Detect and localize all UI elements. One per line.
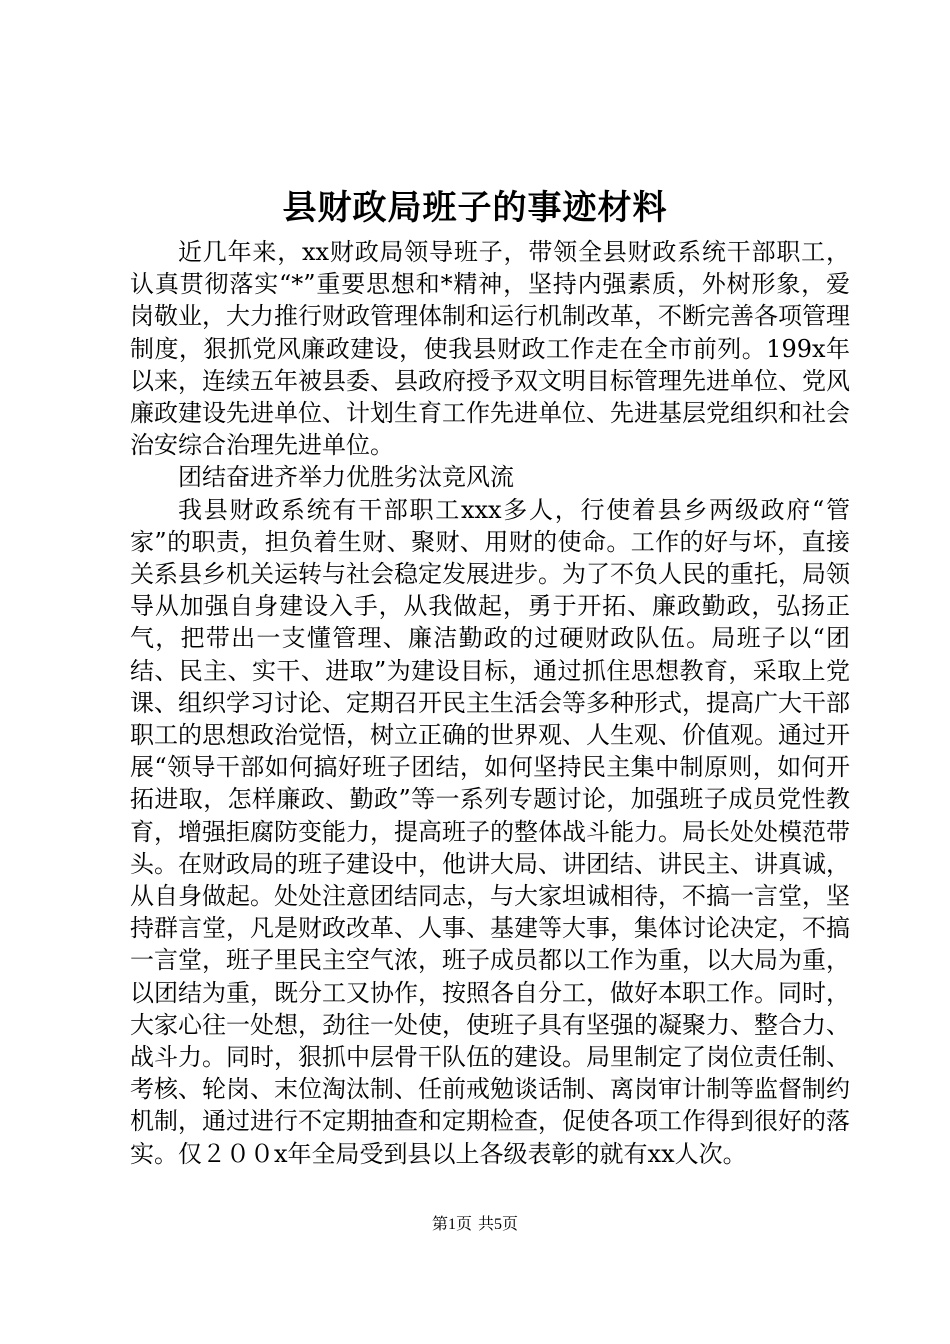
paragraph-team-building: 我县财政系统有干部职工xxx多人，行使着县乡两级政府“管家”的职责，担负着生财、聚财、用财的使命。工作的好与坏，直接关系县乡机关运转与社会稳定发展进步。为了不负人民的重托，局领导从加强自身建设入手，从我做起，勇于开拓、廉政勤政，弘扬正气，把带出一支懂管理、廉洁勤政的过硬财政队伍。局班子以“团结、民主、实干、进取”为建设目标，通过抓住思想教育，采取上党课、组织学习讨论、定期召开民主生活会等多种形式，提高广大干部职工的思想政治觉悟，树立正确的世界观、人生观、价值观。通过开展“领导干部如何搞好班子团结，如何坚持民主集中制原则，如何开拓进取，怎样廉政、勤政”等一系列专题讨论，加强班子成员党性教育，增强拒腐防变能力，提高班子的整体战斗能力。局长处处模范带头。在财政局的班子建设中，他讲大局、讲团结、讲民主、讲真诚，从自身做起。处处注意团结同志，与大家坦诚相待，不搞一言堂，坚持群言堂，凡是财政改革、人事、基建等大事，集体讨论决定，不搞一言堂，班子里民主空气浓，班子成员都以工作为重，以大局为重，以团结为重，既分工又协作，按照各自分工，做好本职工作。同时，大家心往一处想，劲往一处使，使班子具有坚强的凝聚力、整合力、战斗力。同时，狠抓中层骨干队伍的建设。局里制定了岗位责任制、考核、轮岗、末位淘汰制、任前戒勉谈话制、离岗审计制等监督制约机制，通过进行不定期抽查和定期检查，促使各项工作得到很好的落实。仅２００x年全局受到县以上各级表彰的就有xx人次。 <box>130 495 850 1168</box>
document-title: 县财政局班子的事迹材料 <box>282 188 668 228</box>
document-body <box>130 236 850 1170</box>
page-total: 共5页 <box>478 1216 519 1233</box>
paragraph-intro: 近几年来，xx财政局领导班子，带领全县财政系统干部职工，认真贯彻落实“*”重要思想和*精神，坚持内强素质，外树形象，爱岗敬业，大力推行财政管理体制和运行机制改革，不断完善各项管理制度，狠抓党风廉政建设，使我县财政工作走在全市前列。199x年以来，连续五年被县委、县政府授予双文明目标管理先进单位、党风廉政建设先进单位、计划生育工作先进单位、先进基层党组织和社会治安综合治理先进单位。 <box>130 238 850 460</box>
section-heading: 团结奋进齐举力优胜劣汰竞风流 <box>178 463 514 492</box>
page-number: 第1页 <box>431 1216 472 1233</box>
page-footer <box>0 1213 950 1237</box>
